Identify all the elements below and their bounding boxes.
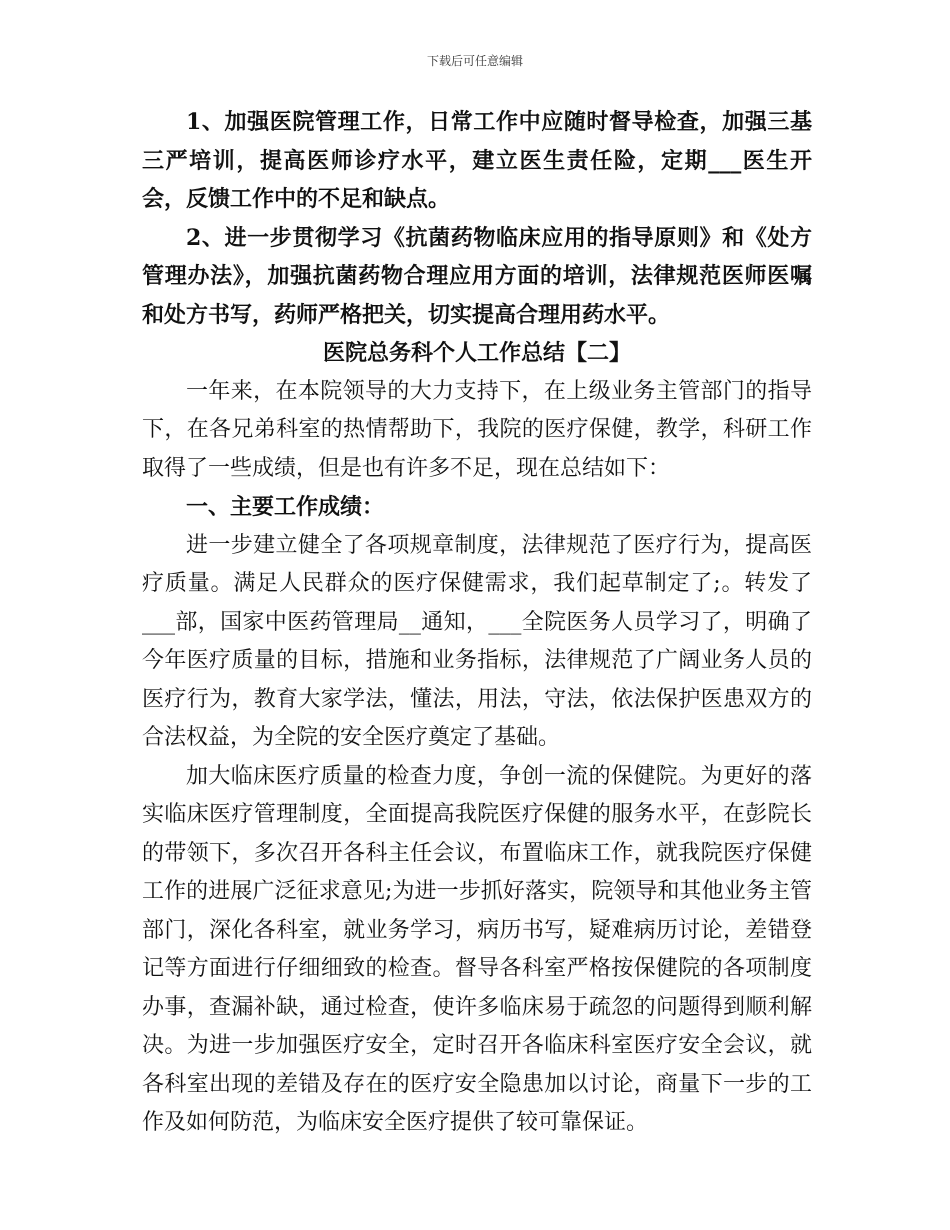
section-heading-achievements: 一、主要工作成绩： [186,494,385,520]
body-paragraph-quality-inspection: 加大临床医疗质量的检查力度，争创一流的保健院。为更好的落实临床医疗管理制度，全面提高我院医疗保健的服务水平，在彭院长的带领下，多次召开各科主任会议，布置临床工作，就我院医疗保健工作的进展广泛征求意见;为进一步抓好落实，院领导和其他业务主管部门，深化各科室，就业务学习，病历书写，疑难病历讨论，差错登记等方面进行仔细细致的检查。督导各科室严格按保健院的各项制度办事，查漏补缺，通过检查，使许多临床易于疏忽的问题得到顺利解决。为进一步加强医疗安全，定时召开各临床科室医疗安全会议，就各科室出现的差错及存在的医疗安全隐患加以讨论，商量下一步的工作及如何防范，为临床安全医疗提供了较可靠保证。 [142,763,812,1135]
paragraph-item-1: 1、加强医院管理工作，日常工作中应随时督导检查，加强三基三严培训，提高医师诊疗水平，建立医生责任险，定期___医生开会，反馈工作中的不足和缺点。 [142,109,812,212]
document-body [142,103,812,1143]
body-paragraph-regulations: 进一步建立健全了各项规章制度，法律规范了医疗行为，提高医疗质量。满足人民群众的医疗保健需求，我们起草制定了;。转发了___部，国家中医药管理局__通知，___全院医务人员学习了，明确了今年医疗质量的目标，措施和业务指标，法律规范了广阔业务人员的医疗行为，教育大家学法，懂法，用法，守法，依法保护医患双方的合法权益，为全院的安全医疗奠定了基础。 [142,532,812,750]
paragraph-item-2: 2、进一步贯彻学习《抗菌药物临床应用的指导原则》和《处方管理办法》，加强抗菌药物合理应用方面的培训，法律规范医师医嘱和处方书写，药师严格把关，切实提高合理用药水平。 [142,224,812,328]
section-title: 医院总务科个人工作总结【二】 [322,340,631,366]
page-header: 下载后可任意编辑 [426,54,523,68]
intro-paragraph: 一年来，在本院领导的大力支持下，在上级业务主管部门的指导下，在各兄弟科室的热情帮助下，我院的医疗保健，教学，科研工作取得了一些成绩，但是也有许多不足，现在总结如下： [142,378,812,481]
